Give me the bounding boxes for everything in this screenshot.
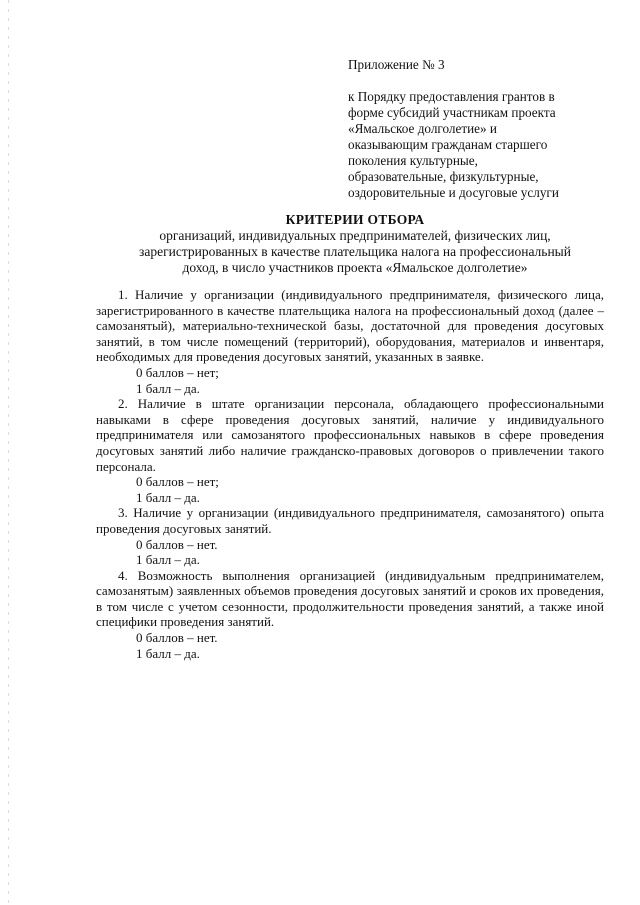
document-title: КРИТЕРИИ ОТБОРА — [285, 212, 425, 227]
criteria-list — [96, 287, 604, 661]
score-no: 0 баллов – нет; — [136, 474, 219, 490]
criterion-text: 3. Наличие у организации (индивидуального предпринимателя, самозанятого) опыта проведения досуговых занятий. — [96, 505, 604, 536]
criterion-text: 1. Наличие у организации (индивидуального предпринимателя, физического лица, зарегистрированного в качестве плательщика налога на профессиональный доход (далее – самозанятый), материально-технической базы, достаточной для проведения досуговых занятий, в том числе помещений (территорий), оборудования, материалов и инвентаря, необходимых для проведения досуговых занятий, указанных в заявке. — [96, 287, 604, 365]
title-subline: доход, в число участников проекта «Ямальское долголетие» — [182, 260, 528, 275]
score-no: 0 баллов – нет. — [136, 536, 218, 552]
appendix-line: образовательные, физкультурные, — [348, 169, 539, 184]
appendix-number: Приложение № 3 — [348, 57, 445, 72]
scan-edge-mark — [8, 0, 9, 905]
appendix-line: «Ямальское долголетие» и — [348, 121, 497, 136]
score-yes: 1 балл – да. — [136, 380, 200, 396]
appendix-line: оздоровительные и досуговые услуги — [348, 185, 559, 200]
criterion-3 — [96, 505, 604, 567]
score-yes: 1 балл – да. — [136, 645, 200, 661]
score-no: 0 баллов – нет; — [136, 364, 219, 380]
appendix-line: форме субсидий участникам проекта — [348, 105, 556, 120]
criterion-text: 2. Наличие в штате организации персонала, обладающего профессиональными навыками в сфере проведения досуговых занятий, наличие у индивидуального предпринимателя или самозанятого профессиональных навыков в сфере проведения досуговых занятий либо наличие гражданско-правовых договоров о привлечении такого персонала. — [96, 396, 604, 474]
criterion-2 — [96, 396, 604, 505]
criterion-text: 4. Возможность выполнения организацией (индивидуальным предпринимателем, самозанятым) заявленных объемов проведения досуговых занятий и сроков их проведения, в том числе с учетом сезонности, продолжительности проведения занятий, а также иной специфики проведения занятий. — [96, 567, 604, 630]
score-yes: 1 балл – да. — [136, 552, 200, 568]
document-title-block — [110, 212, 600, 276]
criterion-4 — [96, 568, 604, 662]
appendix-line: поколения культурные, — [348, 153, 478, 168]
score-no: 0 баллов – нет. — [136, 630, 218, 646]
appendix-block — [348, 57, 608, 201]
title-subline: организаций, индивидуальных предпринимателей, физических лиц, — [159, 228, 551, 243]
title-subline: зарегистрированных в качестве плательщика налога на профессиональный — [139, 244, 571, 259]
appendix-line: к Порядку предоставления грантов в — [348, 89, 555, 104]
appendix-line: оказывающим гражданам старшего — [348, 137, 548, 152]
criterion-1 — [96, 287, 604, 396]
score-yes: 1 балл – да. — [136, 489, 200, 505]
